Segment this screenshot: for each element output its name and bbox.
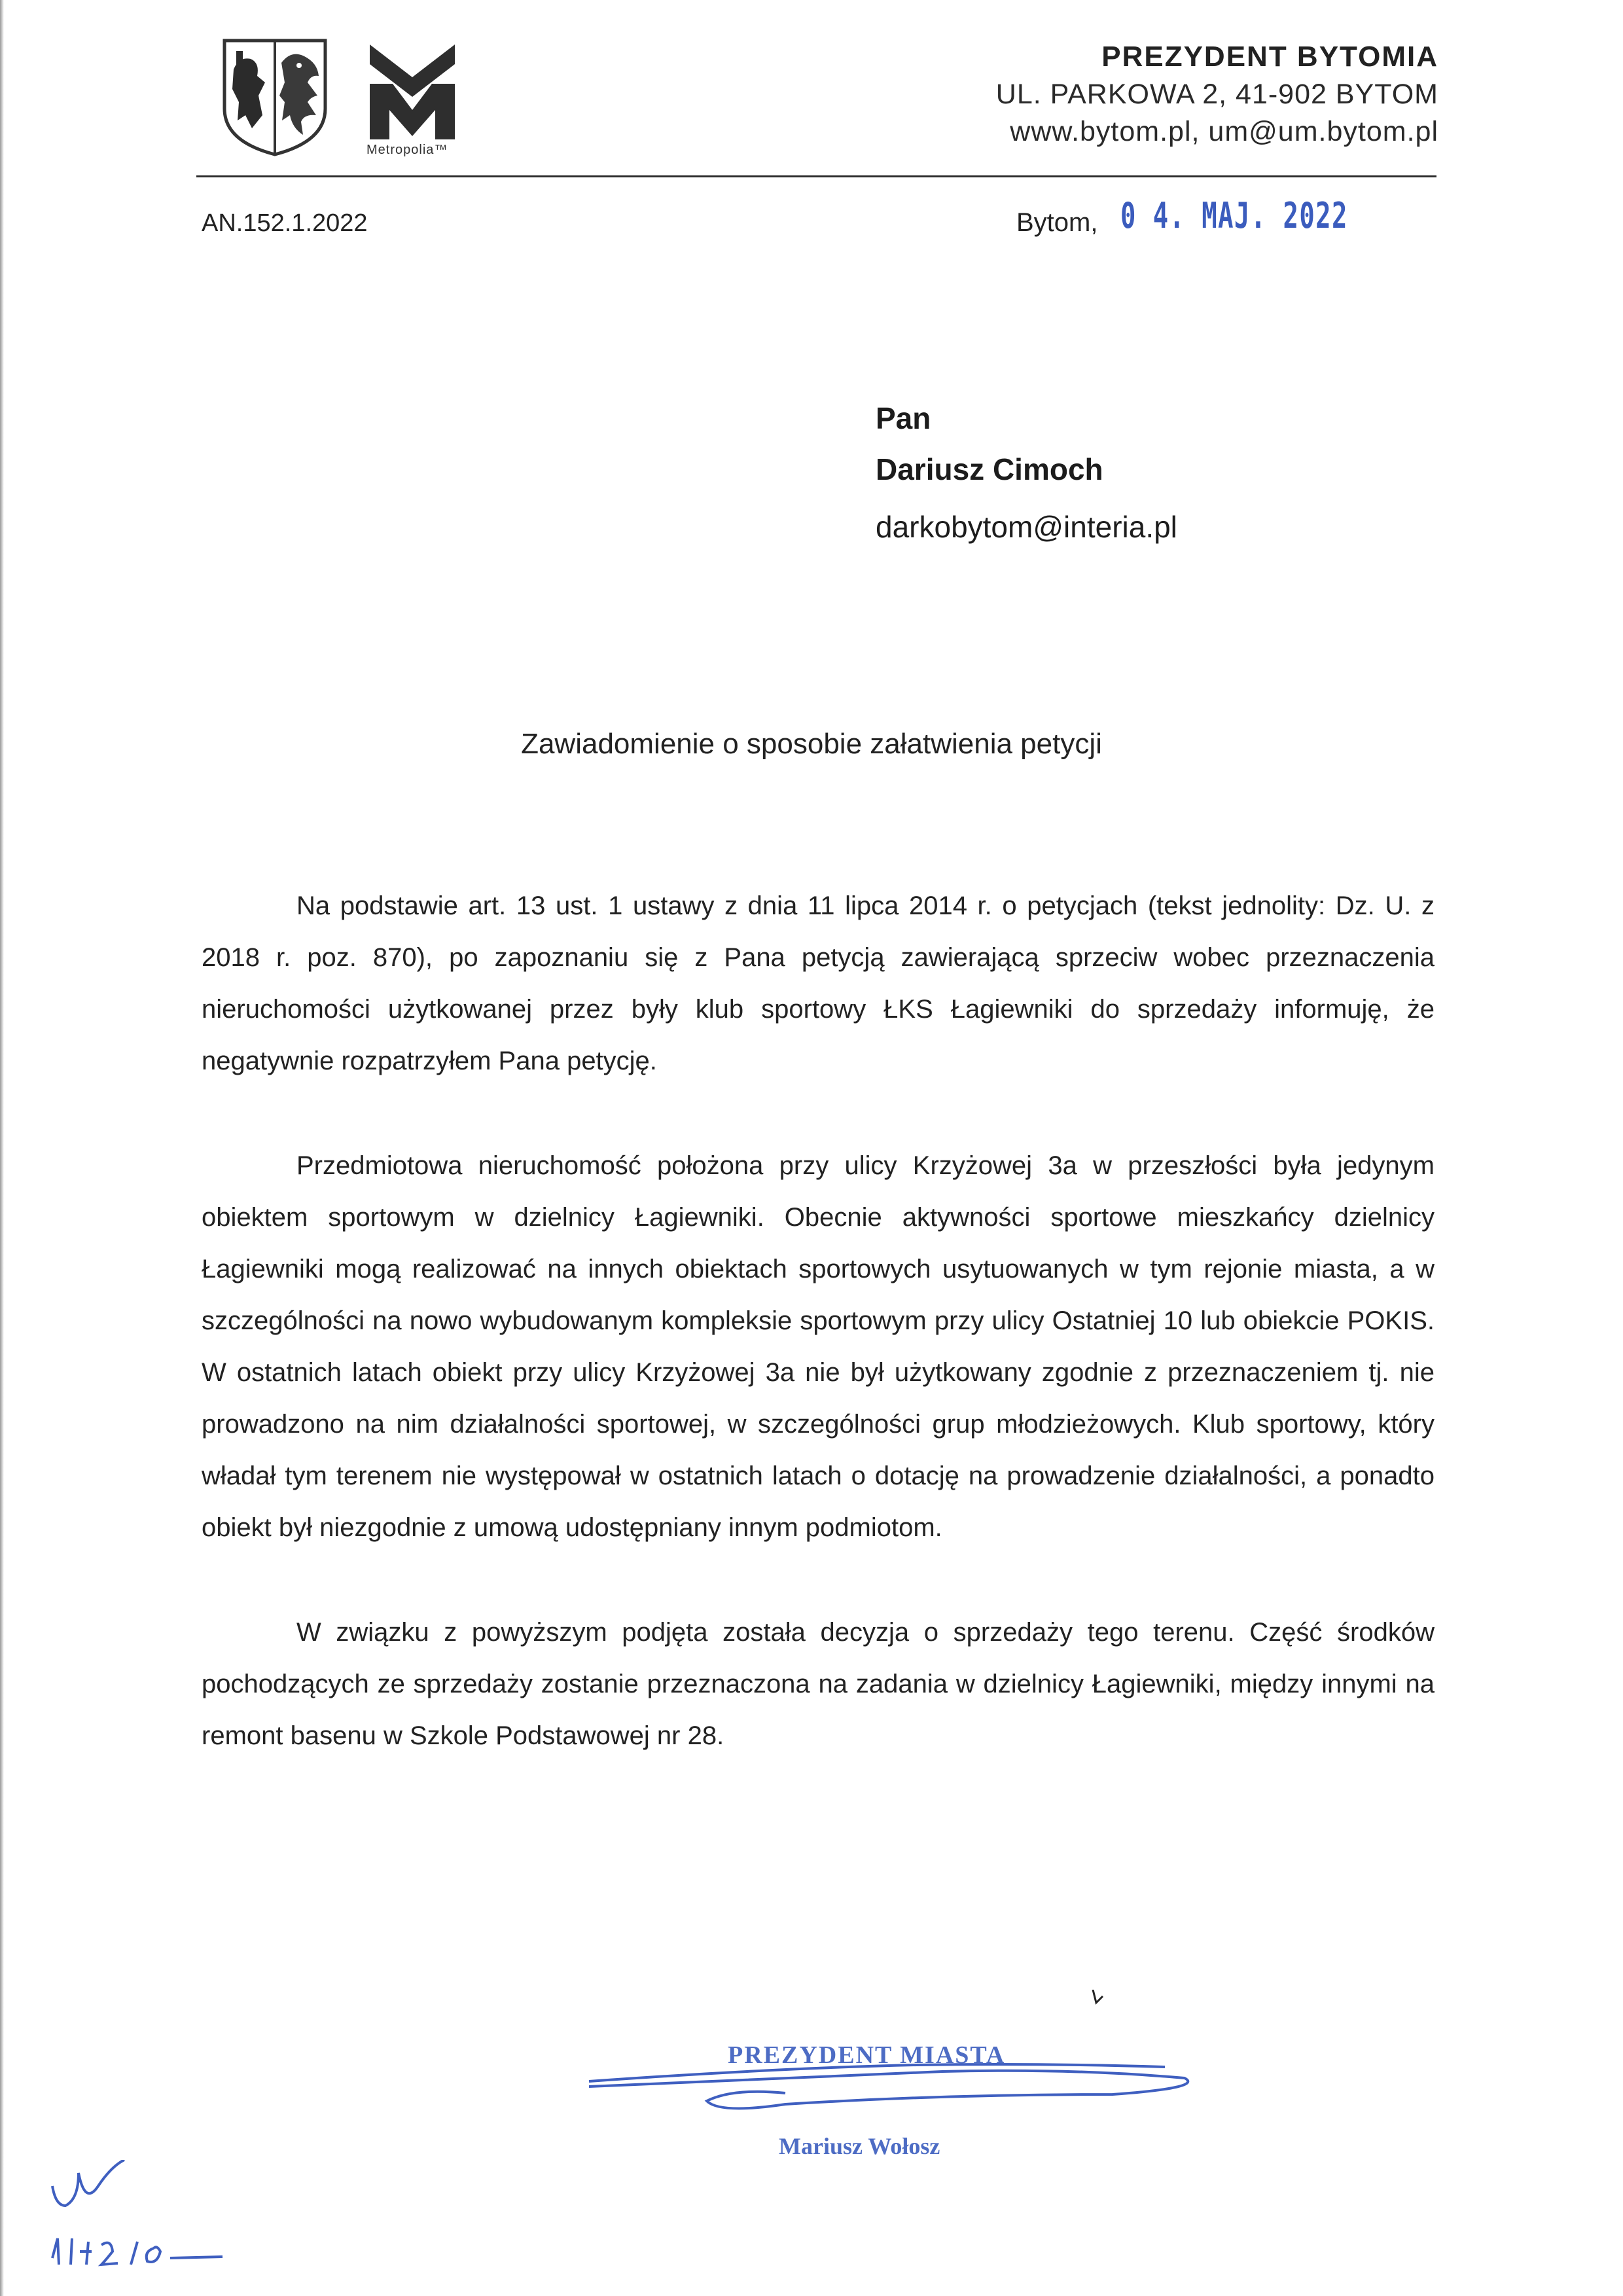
paragraph-text: Na podstawie art. 13 ust. 1 ustawy z dnia 11 lipca 2014 r. o petycjach (tekst jednolity: Dz. U. z 2018 r. poz. 870), po zapoznaniu się z Pana petycją zawierającą sprzeciw wobec przeznaczenia nieruchomości użytkowanej przez były klub sportowy ŁKS Łagiewniki do sprzedaży informuję, że negatywnie rozpatrzyłem Pana petycję. xyxy=(202,891,1435,1075)
body-paragraph-2 xyxy=(202,1140,1435,1554)
sender-address: UL. PARKOWA 2, 41-902 BYTOM xyxy=(995,79,1438,110)
recipient-salutation: Pan xyxy=(876,401,931,435)
metropolia-label: Metropolia™ xyxy=(366,143,448,157)
bytom-crest-icon xyxy=(219,37,330,158)
recipient-name: Dariusz Cimoch xyxy=(876,452,1103,486)
paragraph-text: Przedmiotowa nieruchomość położona przy ulicy Krzyżowej 3a w przeszłości była jedynym obiektem sportowym w dzielnicy Łagiewniki. Obecnie aktywności sportowe mieszkańcy dzielnicy Łagiewniki mogą realizować na innych obiektach sportowych usytuowanych w tym rejonie miasta, a w szczególności na nowo wybudowanym kompleksie sportowym przy ulicy Ostatniej 10 lub obiekcie POKIS. W ostatnich latach obiekt przy ulicy Krzyżowej 3a nie był użytkowany zgodnie z przeznaczeniem tj. nie prowadzono na nim działalności sportowej, w szczególności grup młodzieżowych. Klub sportowy, który władał tym terenem nie występował w ostatnich latach o dotację na prowadzenie działalności, a ponadto obiekt był niezgodnie z umową udostępniany innym podmiotom. xyxy=(202,1151,1435,1542)
signature-stamp-title: PREZYDENT MIASTA xyxy=(728,2041,1006,2069)
scan-edge xyxy=(0,0,4,2296)
date-stamp: 0 4. MAJ. 2022 xyxy=(1120,195,1348,236)
recipient-block xyxy=(876,401,1177,545)
handwritten-note-icon xyxy=(39,2160,262,2291)
paragraph-text: W związku z powyższym podjęta została decyzja o sprzedaży tego terenu. Część środków pochodzących ze sprzedaży zostanie przeznaczona na zadania w dzielnicy Łagiewniki, między innymi na remont basenu w Szkole Podstawowej nr 28. xyxy=(202,1618,1435,1750)
body-paragraph-1 xyxy=(202,880,1435,1087)
reference-number: AN.152.1.2022 xyxy=(202,209,368,237)
place-label: Bytom, xyxy=(1016,208,1098,237)
body-paragraph-3 xyxy=(202,1607,1435,1762)
signature-stamp-name: Mariusz Wołosz xyxy=(779,2133,940,2159)
header-logos xyxy=(219,31,468,162)
header-divider xyxy=(196,175,1436,177)
sender-block xyxy=(996,41,1438,148)
sender-contact: www.bytom.pl, um@um.bytom.pl xyxy=(1010,116,1438,147)
recipient-email: darkobytom@interia.pl xyxy=(876,510,1177,544)
sender-name: PREZYDENT BYTOMIA xyxy=(1101,41,1438,73)
letter-subject: Zawiadomienie o sposobie załatwienia petycji xyxy=(521,728,1102,760)
